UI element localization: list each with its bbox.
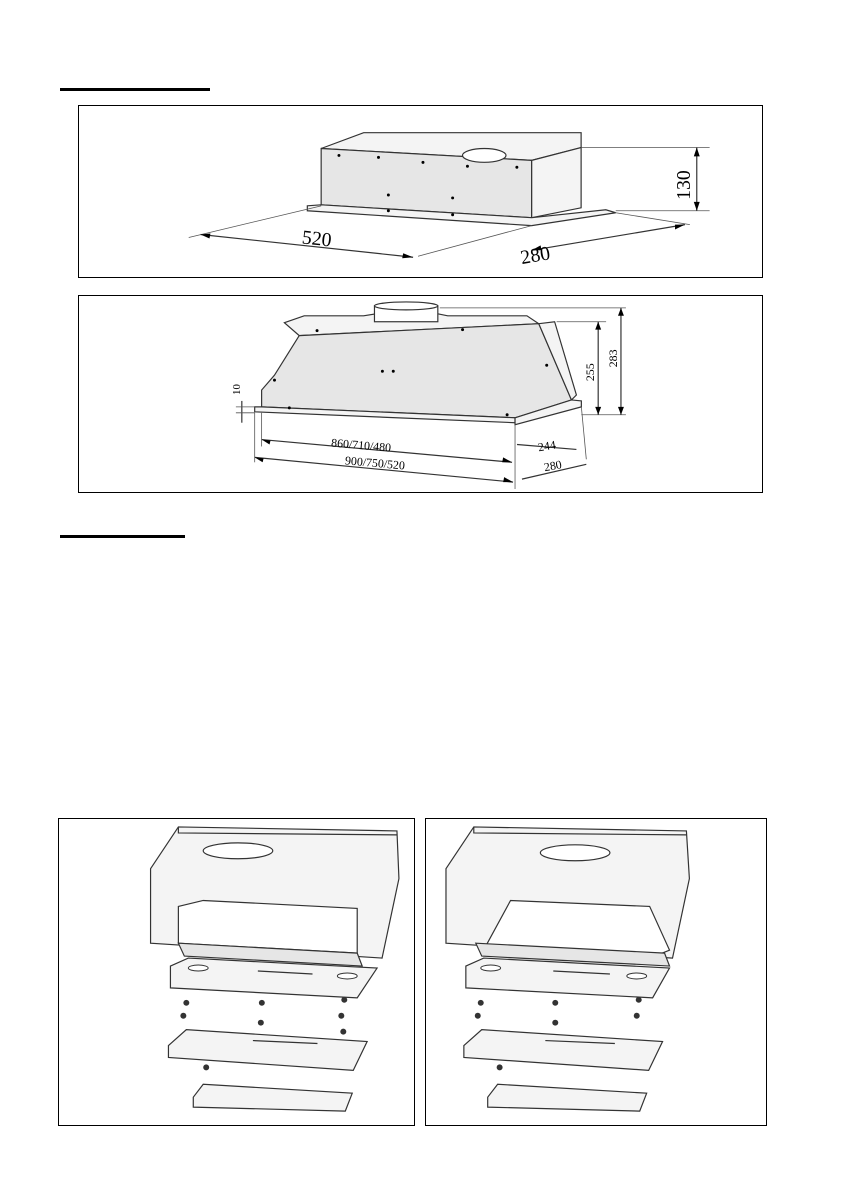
dimension-diagram-top <box>78 105 763 278</box>
dim-inner-width: 860/710/480 <box>330 435 392 455</box>
installation-illustration-left <box>58 818 415 1126</box>
hood-exploded-view-left <box>59 819 414 1125</box>
dimension-diagram-bottom <box>78 295 763 493</box>
section-2-rule <box>60 535 185 538</box>
dim-depth-outer: 280 <box>542 457 563 475</box>
dim-height: 130 <box>672 170 695 200</box>
dim-depth-inner: 244 <box>536 437 557 455</box>
dim-flange: 10 <box>230 384 243 395</box>
hood-exploded-view-right <box>426 819 766 1125</box>
section-1-rule <box>60 88 210 91</box>
dim-height-body: 255 <box>583 363 598 382</box>
dim-height-total: 283 <box>605 349 620 368</box>
hood-drawing-flat <box>79 106 762 277</box>
dim-length: 520 <box>300 226 333 252</box>
dim-outer-width: 900/750/520 <box>344 453 406 473</box>
installation-illustration-right <box>425 818 767 1126</box>
dim-depth: 280 <box>518 242 552 270</box>
hood-drawing-chimney <box>79 296 762 492</box>
